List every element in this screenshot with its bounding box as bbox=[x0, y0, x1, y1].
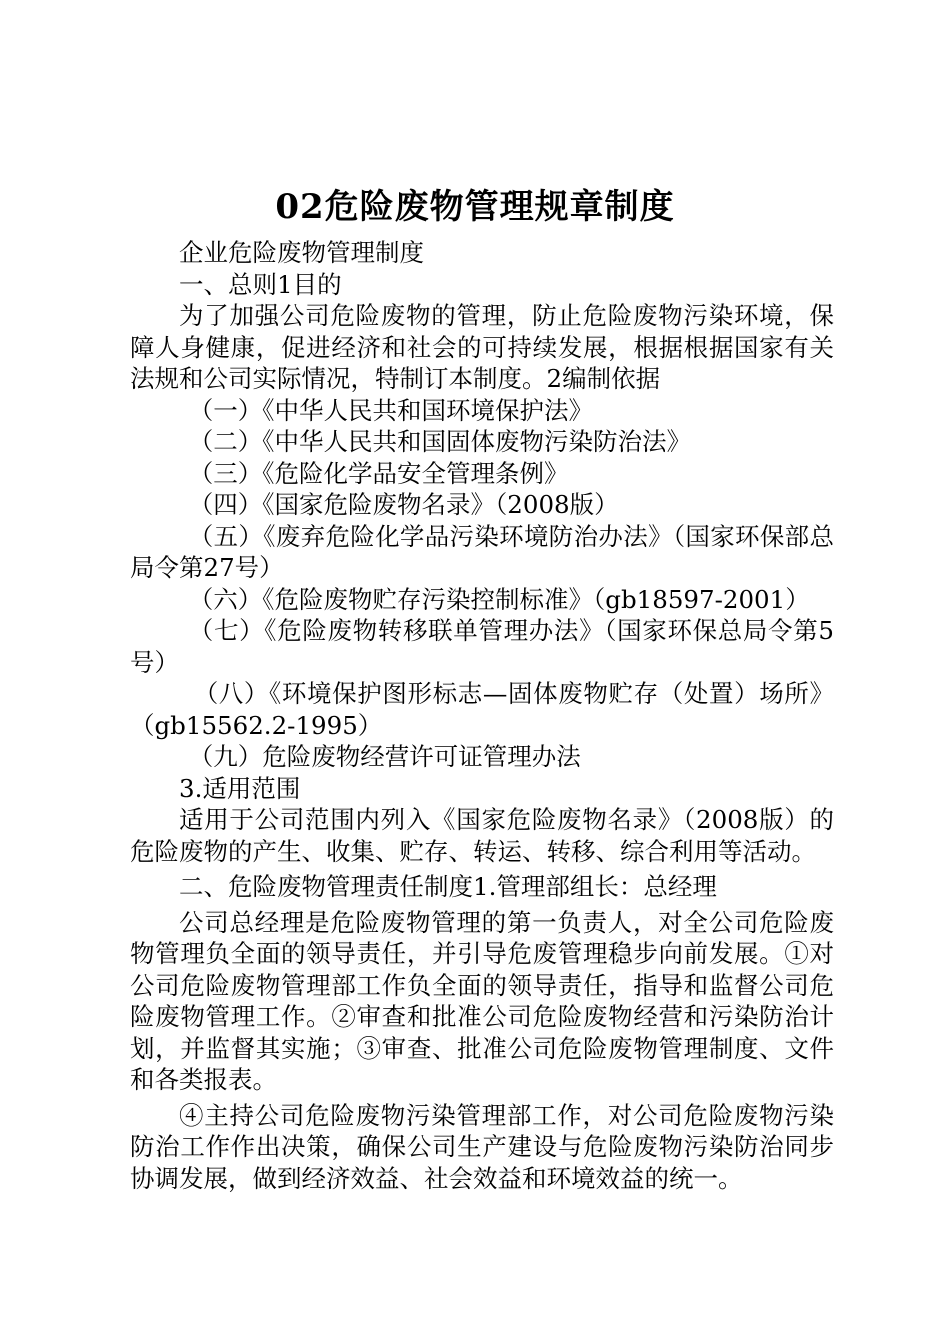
paragraph-manager-duty-4: ④主持公司危险废物污染管理部工作，对公司危险废物污染防治工作作出决策，确保公司生产建设与危险废物污染防治同步协调发展，做到经济效益、社会效益和环境效益的统一。 bbox=[130, 1100, 834, 1193]
paragraph-basis-5: （五）《废弃危险化学品污染环境防治办法》（国家环保部总局令第27号） bbox=[130, 521, 834, 582]
paragraph-scope: 适用于公司范围内列入《国家危险废物名录》（2008版）的危险废物的产生、收集、贮存、转运、转移、综合利用等活动。 bbox=[130, 805, 834, 866]
paragraph-scope-heading: 3.适用范围 bbox=[179, 773, 301, 803]
paragraph-basis-1: （一）《中华人民共和国环境保护法》 bbox=[188, 395, 594, 425]
document-title: 02危险废物管理规章制度 bbox=[275, 187, 675, 227]
document-body bbox=[130, 237, 834, 1194]
paragraph-manager-duties: 公司总经理是危险废物管理的第一负责人，对全公司危险废物管理负全面的领导责任，并引导危废管理稳步向前发展。①对公司危险废物管理部工作负全面的领导责任，指导和监督公司危险废物管理工作。②审查和批准公司危险废物经营和污染防治计划，并监督其实施；③审查、批准公司危险废物管理制度、文件和各类报表。 bbox=[130, 907, 834, 1094]
paragraph-basis-7: （七）《危险废物转移联单管理办法》（国家环保总局令第5号） bbox=[130, 616, 834, 677]
paragraph-purpose: 为了加强公司危险废物的管理，防止危险废物污染环境，保障人身健康，促进经济和社会的可持续发展，根据根据国家有关法规和公司实际情况，特制订本制度。2编制依据 bbox=[130, 301, 834, 393]
paragraph-heading: 企业危险废物管理制度 bbox=[179, 238, 424, 267]
paragraph-section-responsibility: 二、危险废物管理责任制度1.管理部组长：总经理 bbox=[179, 872, 717, 901]
paragraph-basis-8: （八）《环境保护图形标志—固体废物贮存（处置）场所》（gb15562.2-1995） bbox=[130, 679, 834, 740]
paragraph-basis-9: （九）危险废物经营许可证管理办法 bbox=[188, 742, 581, 771]
paragraph-basis-3: （三）《危险化学品安全管理条例》 bbox=[188, 458, 569, 488]
paragraph-basis-4: （四）《国家危险废物名录》（2008版） bbox=[188, 490, 619, 519]
paragraph-basis-6: （六）《危险废物贮存污染控制标准》（gb18597-2001） bbox=[188, 584, 810, 614]
paragraph-basis-2: （二）《中华人民共和国固体废物污染防治法》 bbox=[188, 427, 692, 456]
paragraph-section-general: 一、总则1目的 bbox=[179, 269, 342, 299]
